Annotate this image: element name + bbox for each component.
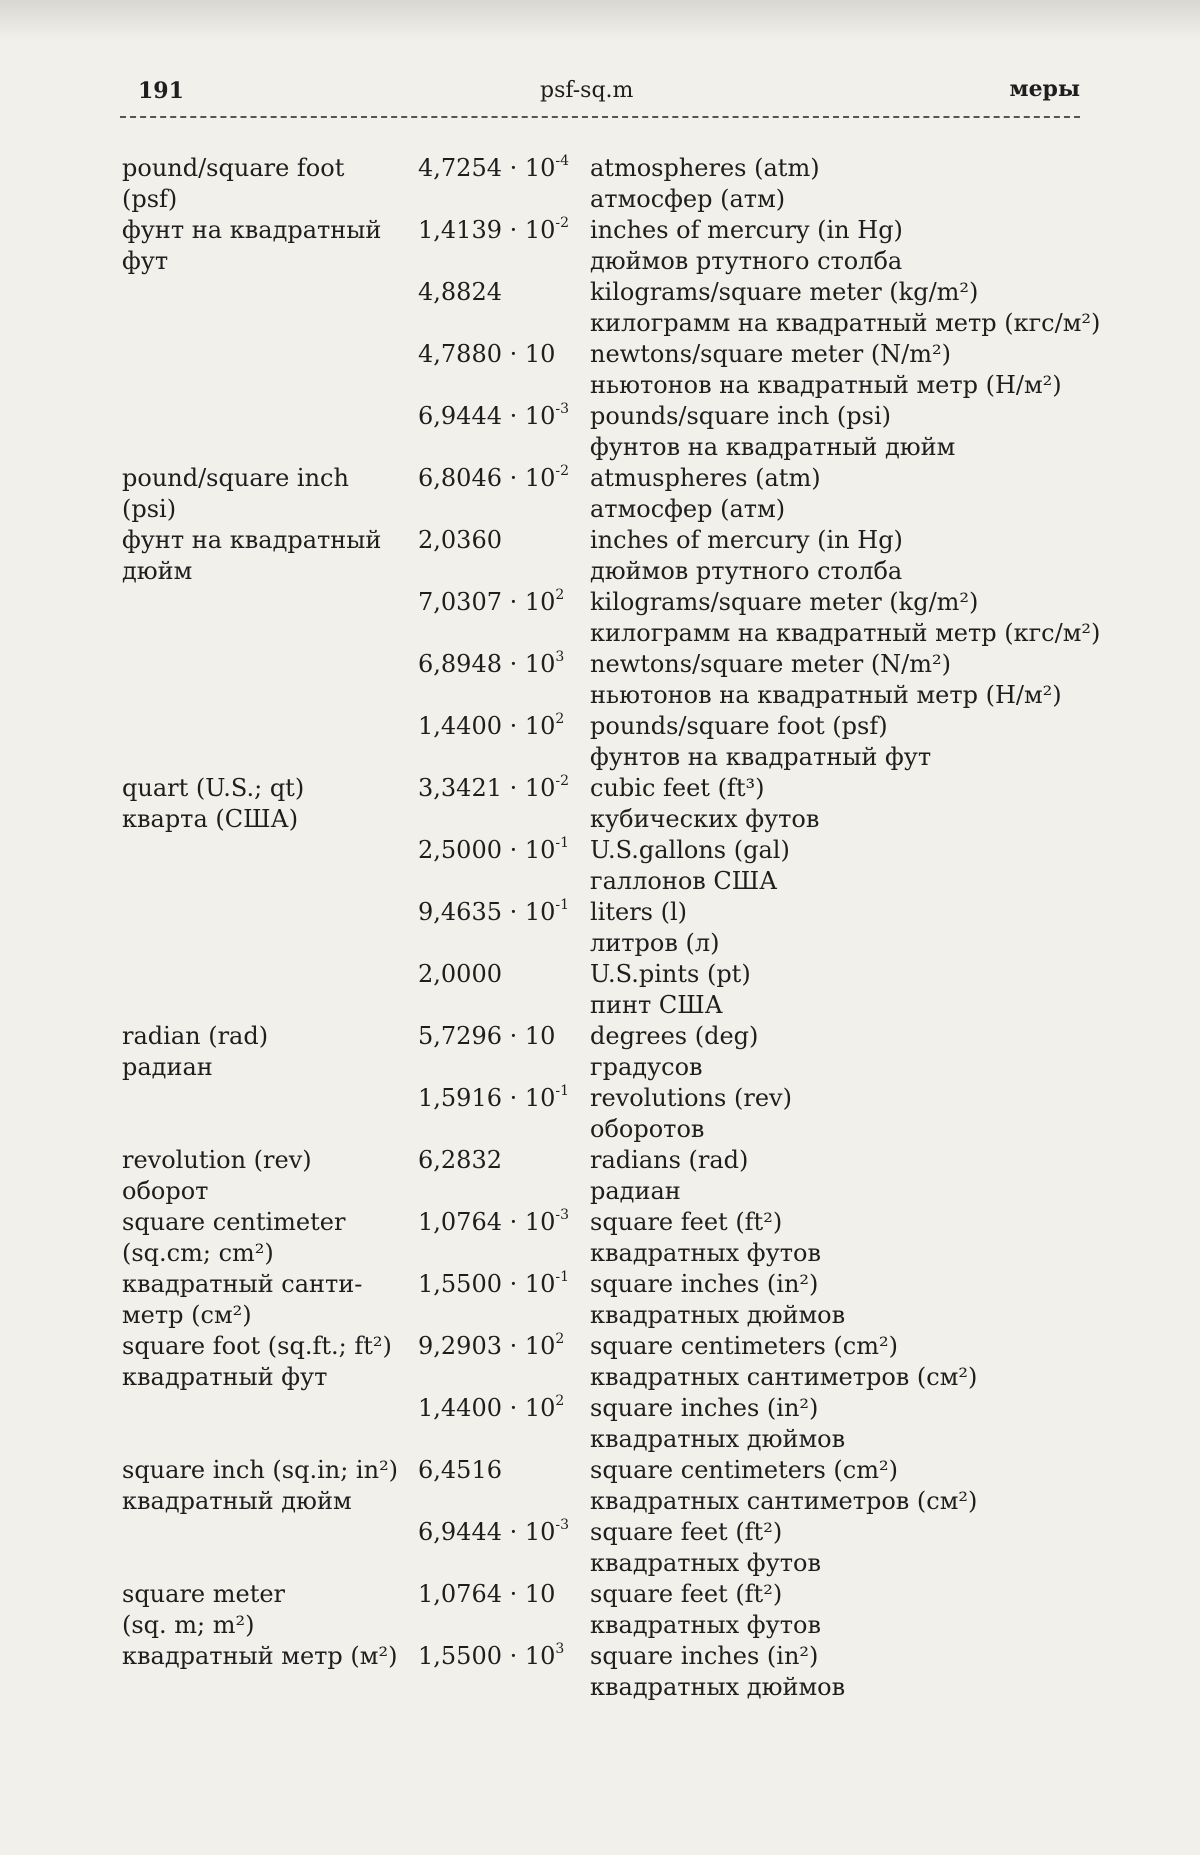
table-row (122, 277, 1122, 339)
target-unit-cell (590, 587, 1122, 649)
section-title: меры (1009, 76, 1080, 102)
table-row (122, 1641, 1122, 1703)
unit-name-cell (122, 1083, 418, 1145)
factor-value (418, 463, 590, 494)
unit-name-line: квадратный метр (м²) (122, 1642, 398, 1670)
table-row (122, 959, 1122, 1021)
factor-value (418, 153, 590, 184)
unit-name-cell (122, 525, 418, 587)
unit-name-cell (122, 711, 418, 773)
target-unit-ru: квадратных футов (590, 1611, 821, 1639)
table-row (122, 401, 1122, 463)
target-unit-en: inches of mercury (in Hg) (590, 216, 903, 244)
unit-name-line: (psi) (122, 495, 177, 523)
target-unit-en: U.S.pints (pt) (590, 960, 751, 988)
factor-cell (418, 525, 590, 587)
factor-value (418, 1145, 590, 1176)
unit-name-cell (122, 1331, 418, 1393)
target-unit-en: radians (rad) (590, 1146, 749, 1174)
factor-value (418, 959, 590, 990)
target-unit-cell (590, 1517, 1122, 1579)
target-unit-cell (590, 215, 1122, 277)
unit-name-line: (sq. m; m²) (122, 1611, 255, 1639)
target-unit-cell (590, 1579, 1122, 1641)
factor-exponent: -1 (555, 897, 570, 913)
unit-name-line: pound/square foot (122, 154, 345, 182)
target-unit-ru: дюймов ртутного столба (590, 557, 903, 585)
target-unit-ru: квадратных сантиметров (см²) (590, 1487, 978, 1515)
unit-name-cell (122, 1021, 418, 1083)
factor-exponent: -3 (555, 401, 570, 417)
page-number: 191 (138, 78, 184, 104)
target-unit-en: kilograms/square meter (kg/m²) (590, 278, 979, 306)
table-row (122, 153, 1122, 215)
factor-mantissa: 6,9444 · 10 (418, 402, 556, 430)
unit-name-line: revolution (rev) (122, 1146, 312, 1174)
page-header (120, 70, 1080, 110)
factor-mantissa: 3,3421 · 10 (418, 774, 556, 802)
factor-mantissa: 1,4400 · 10 (418, 712, 556, 740)
factor-mantissa: 1,5916 · 10 (418, 1084, 556, 1112)
factor-value (418, 1517, 590, 1548)
unit-name-cell (122, 1517, 418, 1579)
unit-name-line: квадратный дюйм (122, 1487, 352, 1515)
target-unit-en: liters (l) (590, 898, 688, 926)
conversion-table (122, 153, 1122, 1703)
target-unit-ru: пинт США (590, 991, 723, 1019)
factor-cell (418, 649, 590, 711)
factor-cell (418, 153, 590, 215)
target-unit-en: degrees (deg) (590, 1022, 759, 1050)
factor-exponent: 2 (555, 587, 565, 603)
target-unit-en: square inches (in²) (590, 1270, 819, 1298)
target-unit-en: revolutions (rev) (590, 1084, 792, 1112)
unit-name-cell (122, 339, 418, 401)
unit-name-line: радиан (122, 1053, 213, 1081)
factor-mantissa: 5,7296 · 10 (418, 1022, 556, 1050)
table-row (122, 1393, 1122, 1455)
factor-mantissa: 1,0764 · 10 (418, 1208, 556, 1236)
factor-cell (418, 1269, 590, 1331)
target-unit-ru: ньютонов на квадратный метр (Н/м²) (590, 371, 1062, 399)
table-row (122, 1207, 1122, 1269)
factor-cell (418, 1641, 590, 1703)
target-unit-ru: атмосфер (атм) (590, 185, 786, 213)
table-row (122, 1021, 1122, 1083)
table-row (122, 215, 1122, 277)
factor-mantissa: 1,5500 · 10 (418, 1642, 556, 1670)
factor-mantissa: 1,4139 · 10 (418, 216, 556, 244)
factor-cell (418, 835, 590, 897)
factor-value (418, 1579, 590, 1610)
factor-value (418, 1641, 590, 1672)
unit-name-line: (sq.cm; cm²) (122, 1239, 274, 1267)
factor-mantissa: 6,9444 · 10 (418, 1518, 556, 1546)
factor-cell (418, 959, 590, 1021)
unit-name-cell (122, 1579, 418, 1641)
unit-name-cell (122, 897, 418, 959)
target-unit-cell (590, 1455, 1122, 1517)
factor-cell (418, 587, 590, 649)
factor-mantissa: 4,7880 · 10 (418, 340, 556, 368)
unit-name-cell (122, 1455, 418, 1517)
target-unit-en: square centimeters (cm²) (590, 1332, 898, 1360)
factor-cell (418, 897, 590, 959)
unit-name-line: square centimeter (122, 1208, 346, 1236)
unit-name-cell (122, 1393, 418, 1455)
table-row (122, 835, 1122, 897)
unit-name-cell (122, 215, 418, 277)
factor-mantissa: 9,2903 · 10 (418, 1332, 556, 1360)
target-unit-en: pounds/square foot (psf) (590, 712, 888, 740)
target-unit-cell (590, 401, 1122, 463)
factor-value (418, 1021, 590, 1052)
factor-exponent: -2 (555, 463, 570, 479)
target-unit-ru: фунтов на квадратный дюйм (590, 433, 956, 461)
target-unit-cell (590, 1083, 1122, 1145)
target-unit-ru: ньютонов на квадратный метр (Н/м²) (590, 681, 1062, 709)
factor-mantissa: 6,8948 · 10 (418, 650, 556, 678)
target-unit-en: square inches (in²) (590, 1394, 819, 1422)
target-unit-en: square centimeters (cm²) (590, 1456, 898, 1484)
target-unit-cell (590, 649, 1122, 711)
target-unit-ru: атмосфер (атм) (590, 495, 786, 523)
unit-name-line: radian (rad) (122, 1022, 269, 1050)
target-unit-cell (590, 339, 1122, 401)
factor-mantissa: 4,7254 · 10 (418, 154, 556, 182)
unit-name-cell (122, 835, 418, 897)
factor-mantissa: 6,4516 (418, 1456, 502, 1484)
factor-value (418, 1393, 590, 1424)
factor-cell (418, 773, 590, 835)
factor-exponent: -4 (555, 153, 570, 169)
page-top-shadow (0, 0, 1200, 40)
unit-name-line: фунт на квадратный (122, 526, 382, 554)
factor-exponent: -3 (555, 1517, 570, 1533)
factor-value (418, 711, 590, 742)
unit-name-cell (122, 463, 418, 525)
target-unit-ru: фунтов на квадратный фут (590, 743, 932, 771)
factor-mantissa: 6,8046 · 10 (418, 464, 556, 492)
target-unit-cell (590, 1269, 1122, 1331)
unit-name-line: оборот (122, 1177, 209, 1205)
factor-exponent: 2 (555, 711, 565, 727)
unit-name-line: square inch (sq.in; in²) (122, 1456, 399, 1484)
target-unit-cell (590, 897, 1122, 959)
unit-name-cell (122, 1641, 418, 1703)
unit-name-cell (122, 649, 418, 711)
target-unit-en: kilograms/square meter (kg/m²) (590, 588, 979, 616)
target-unit-ru: литров (л) (590, 929, 720, 957)
target-unit-en: cubic feet (ft³) (590, 774, 765, 802)
unit-name-line: quart (U.S.; qt) (122, 774, 305, 802)
unit-name-line: square meter (122, 1580, 286, 1608)
factor-mantissa: 9,4635 · 10 (418, 898, 556, 926)
factor-mantissa: 2,5000 · 10 (418, 836, 556, 864)
factor-value (418, 773, 590, 804)
factor-value (418, 277, 590, 308)
target-unit-cell (590, 1331, 1122, 1393)
unit-name-cell (122, 587, 418, 649)
table-row (122, 649, 1122, 711)
table-row (122, 1579, 1122, 1641)
factor-exponent: 3 (555, 649, 565, 665)
table-row (122, 1145, 1122, 1207)
factor-mantissa: 1,4400 · 10 (418, 1394, 556, 1422)
target-unit-cell (590, 1145, 1122, 1207)
unit-name-cell (122, 1207, 418, 1269)
factor-cell (418, 339, 590, 401)
factor-value (418, 525, 590, 556)
target-unit-cell (590, 1207, 1122, 1269)
unit-name-cell (122, 153, 418, 215)
target-unit-ru: килограмм на квадратный метр (кгс/м²) (590, 619, 1101, 647)
target-unit-en: newtons/square meter (N/m²) (590, 340, 952, 368)
table-row (122, 339, 1122, 401)
factor-exponent: -1 (555, 1083, 570, 1099)
target-unit-ru: квадратных футов (590, 1239, 821, 1267)
unit-name-line: дюйм (122, 557, 193, 585)
target-unit-ru: галлонов США (590, 867, 778, 895)
factor-value (418, 1207, 590, 1238)
target-unit-en: atmospheres (atm) (590, 154, 820, 182)
running-title: psf-sq.m (540, 78, 634, 103)
table-row (122, 1269, 1122, 1331)
target-unit-en: newtons/square meter (N/m²) (590, 650, 952, 678)
factor-value (418, 1455, 590, 1486)
target-unit-en: square feet (ft²) (590, 1518, 783, 1546)
target-unit-ru: градусов (590, 1053, 703, 1081)
unit-name-line: pound/square inch (122, 464, 349, 492)
factor-exponent: 2 (555, 1393, 565, 1409)
factor-mantissa: 4,8824 (418, 278, 502, 306)
unit-name-cell (122, 1269, 418, 1331)
unit-name-cell (122, 1145, 418, 1207)
factor-mantissa: 2,0360 (418, 526, 502, 554)
factor-value (418, 339, 590, 370)
factor-value (418, 401, 590, 432)
table-row (122, 1083, 1122, 1145)
factor-exponent: -2 (555, 773, 570, 789)
factor-exponent: 3 (555, 1641, 565, 1657)
factor-value (418, 587, 590, 618)
factor-exponent: -3 (555, 1207, 570, 1223)
factor-exponent: -1 (555, 1269, 570, 1285)
target-unit-ru: квадратных дюймов (590, 1425, 846, 1453)
target-unit-cell (590, 153, 1122, 215)
factor-cell (418, 1393, 590, 1455)
target-unit-en: pounds/square inch (psi) (590, 402, 891, 430)
table-row (122, 1331, 1122, 1393)
factor-cell (418, 463, 590, 525)
unit-name-cell (122, 959, 418, 1021)
unit-name-cell (122, 277, 418, 339)
unit-name-line: фут (122, 247, 169, 275)
target-unit-cell (590, 525, 1122, 587)
factor-cell (418, 1083, 590, 1145)
factor-value (418, 215, 590, 246)
factor-cell (418, 1517, 590, 1579)
factor-mantissa: 6,2832 (418, 1146, 502, 1174)
table-row (122, 463, 1122, 525)
factor-cell (418, 215, 590, 277)
target-unit-en: square inches (in²) (590, 1642, 819, 1670)
target-unit-ru: квадратных дюймов (590, 1673, 846, 1701)
target-unit-ru: радиан (590, 1177, 681, 1205)
factor-cell (418, 1145, 590, 1207)
factor-cell (418, 401, 590, 463)
target-unit-en: square feet (ft²) (590, 1580, 783, 1608)
target-unit-cell (590, 463, 1122, 525)
factor-exponent: 2 (555, 1331, 565, 1347)
factor-mantissa: 1,0764 · 10 (418, 1580, 556, 1608)
target-unit-en: inches of mercury (in Hg) (590, 526, 903, 554)
target-unit-en: atmuspheres (atm) (590, 464, 821, 492)
target-unit-cell (590, 711, 1122, 773)
factor-cell (418, 1207, 590, 1269)
unit-name-line: фунт на квадратный (122, 216, 382, 244)
target-unit-en: U.S.gallons (gal) (590, 836, 790, 864)
target-unit-ru: кубических футов (590, 805, 820, 833)
unit-name-cell (122, 401, 418, 463)
factor-mantissa: 1,5500 · 10 (418, 1270, 556, 1298)
factor-mantissa: 2,0000 (418, 960, 502, 988)
factor-cell (418, 1021, 590, 1083)
factor-cell (418, 277, 590, 339)
factor-exponent: -2 (555, 215, 570, 231)
target-unit-ru: дюймов ртутного столба (590, 247, 903, 275)
target-unit-ru: килограмм на квадратный метр (кгс/м²) (590, 309, 1101, 337)
table-row (122, 773, 1122, 835)
target-unit-cell (590, 835, 1122, 897)
factor-cell (418, 711, 590, 773)
factor-value (418, 649, 590, 680)
factor-value (418, 1269, 590, 1300)
unit-name-cell (122, 773, 418, 835)
factor-value (418, 897, 590, 928)
factor-value (418, 1331, 590, 1362)
target-unit-en: square feet (ft²) (590, 1208, 783, 1236)
target-unit-ru: квадратных дюймов (590, 1301, 846, 1329)
factor-cell (418, 1579, 590, 1641)
target-unit-cell (590, 1641, 1122, 1703)
factor-value (418, 1083, 590, 1114)
table-row (122, 711, 1122, 773)
unit-name-line: кварта (США) (122, 805, 299, 833)
table-row (122, 525, 1122, 587)
factor-cell (418, 1331, 590, 1393)
target-unit-cell (590, 1021, 1122, 1083)
unit-name-line: квадратный санти- (122, 1270, 363, 1298)
unit-name-line: (psf) (122, 185, 178, 213)
table-row (122, 1455, 1122, 1517)
factor-value (418, 835, 590, 866)
target-unit-cell (590, 959, 1122, 1021)
table-row (122, 897, 1122, 959)
target-unit-cell (590, 773, 1122, 835)
factor-exponent: -1 (555, 835, 570, 851)
header-rule (120, 116, 1080, 118)
target-unit-ru: квадратных сантиметров (см²) (590, 1363, 978, 1391)
unit-name-line: square foot (sq.ft.; ft²) (122, 1332, 392, 1360)
unit-name-line: метр (см²) (122, 1301, 252, 1329)
unit-name-line: квадратный фут (122, 1363, 328, 1391)
target-unit-cell (590, 277, 1122, 339)
target-unit-ru: оборотов (590, 1115, 705, 1143)
target-unit-ru: квадратных футов (590, 1549, 821, 1577)
table-row (122, 1517, 1122, 1579)
table-row (122, 587, 1122, 649)
factor-cell (418, 1455, 590, 1517)
target-unit-cell (590, 1393, 1122, 1455)
factor-mantissa: 7,0307 · 10 (418, 588, 556, 616)
